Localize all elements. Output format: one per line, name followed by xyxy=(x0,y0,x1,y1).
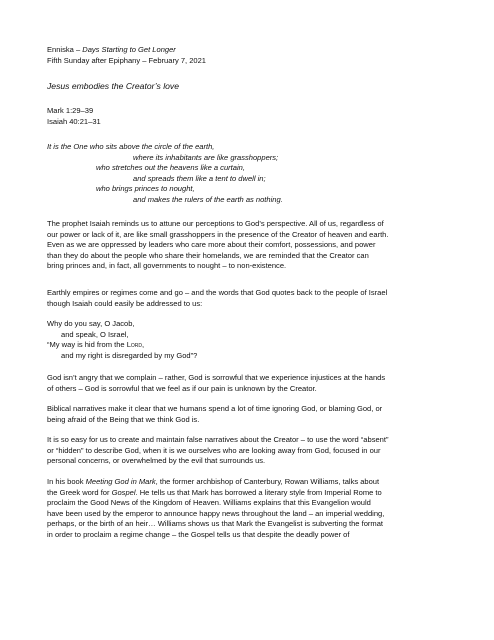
text-line: Earthly empires or regimes come and go – and the words that God quotes back to the people of Israel xyxy=(47,288,388,297)
book-title: Meeting God in Mark xyxy=(85,477,156,486)
text-line: proclaim the Good News of the Kingdom of Heaven. Williams explains that this Evangelion would xyxy=(47,498,371,508)
poem-line: and makes the rulers of the earth as nothing. xyxy=(133,194,283,204)
text-line: or “hidden” to describe God, when it is we ourselves who are looking away from God, focused in our xyxy=(47,445,381,455)
header-line-1: Enniska – Days Starting to Get Longer xyxy=(47,45,176,54)
lord-small-caps: Lord xyxy=(126,340,142,350)
paragraph-1 xyxy=(47,219,467,272)
poem-line: who stretches out the heavens like a curtain, xyxy=(96,163,245,173)
text-line: It is so easy for us to create and maintain false narratives about the Creator – to use the word “absent” xyxy=(47,435,389,444)
text-line: have been used by the emperor to announce happy news throughout the land – an imperial wedding, xyxy=(47,508,385,518)
paragraph-6 xyxy=(47,477,467,541)
text-line: personal concerns, or overwhelmed by the evil that surrounds us. xyxy=(47,456,266,466)
quote-line: and speak, O Israel, xyxy=(61,329,129,339)
text-line: in order to proclaim a regime change – the Gospel tells us that despite the deadly power of xyxy=(47,529,350,539)
paragraph-4 xyxy=(47,404,467,425)
text-line: The prophet Isaiah reminds us to attune our perceptions to God’s perspective. All of us, regardless of xyxy=(47,219,384,228)
poem-line: who brings princes to nought, xyxy=(96,184,195,194)
poem-line: and spreads them like a tent to dwell in; xyxy=(133,173,266,183)
reading-prophet: Isaiah 40:21–31 xyxy=(47,116,101,126)
text-line: perhaps, or the birth of an heir… Williams shows us that Mark the Evangelist is subverting the format xyxy=(47,519,383,529)
poem-line: It is the One who sits above the circle of the earth, xyxy=(47,142,215,151)
gospel-word: Gospel xyxy=(111,487,136,497)
quote-line: and my right is disregarded by my God”? xyxy=(61,350,198,360)
document-header xyxy=(47,45,467,66)
text-line: our power or lack of it, are like small grasshoppers in the presence of the Creator of heaven and earth. xyxy=(47,229,389,239)
sermon-title: Days Starting to Get Longer xyxy=(82,45,176,54)
quote-line: “My way is hid from the Lord, xyxy=(47,340,145,350)
text-line: In his book Meeting God in Mark, the former archbishop of Canterbury, Rowan Williams, talks about xyxy=(47,477,380,486)
readings xyxy=(47,106,467,127)
text-line: the Greek word for Gospel. He tells us that Mark has borrowed a literary style from Imperial Rome to xyxy=(47,487,382,497)
text-line: being afraid of the Being that we think God is. xyxy=(47,414,200,424)
text-line: God isn’t angry that we complain – rather, God is sorrowful that we experience injustices at the hands xyxy=(47,373,386,382)
sermon-subtitle: Jesus embodies the Creator’s love xyxy=(47,81,179,91)
text-line: than they do about the people who share their homelands, we are reminded that the Creator can xyxy=(47,250,369,260)
isaiah-poem xyxy=(47,142,467,206)
paragraph-2 xyxy=(47,288,467,309)
text-line: bring princes and, in fact, all governments to nought – to non-existence. xyxy=(47,261,287,271)
text-line: Even as we are oppressed by leaders who care more about their comfort, possessions, and power xyxy=(47,240,376,250)
quote-line: Why do you say, O Jacob, xyxy=(47,319,135,328)
text-line: of others – God is sorrowful that we feel as if our pain is unknown by the Creator. xyxy=(47,383,317,393)
poem-line: where its inhabitants are like grasshoppers; xyxy=(133,152,279,162)
isaiah-quote xyxy=(47,319,467,361)
header-line-2: Fifth Sunday after Epiphany – February 7, 2021 xyxy=(47,55,207,65)
text-line: Biblical narratives make it clear that we humans spend a lot of time ignoring God, or blaming God, or xyxy=(47,404,383,413)
paragraph-5 xyxy=(47,435,467,467)
text-line: though Isaiah could easily be addressed to us: xyxy=(47,298,203,308)
reading-gospel: Mark 1:29–39 xyxy=(47,106,94,115)
paragraph-3 xyxy=(47,373,467,394)
